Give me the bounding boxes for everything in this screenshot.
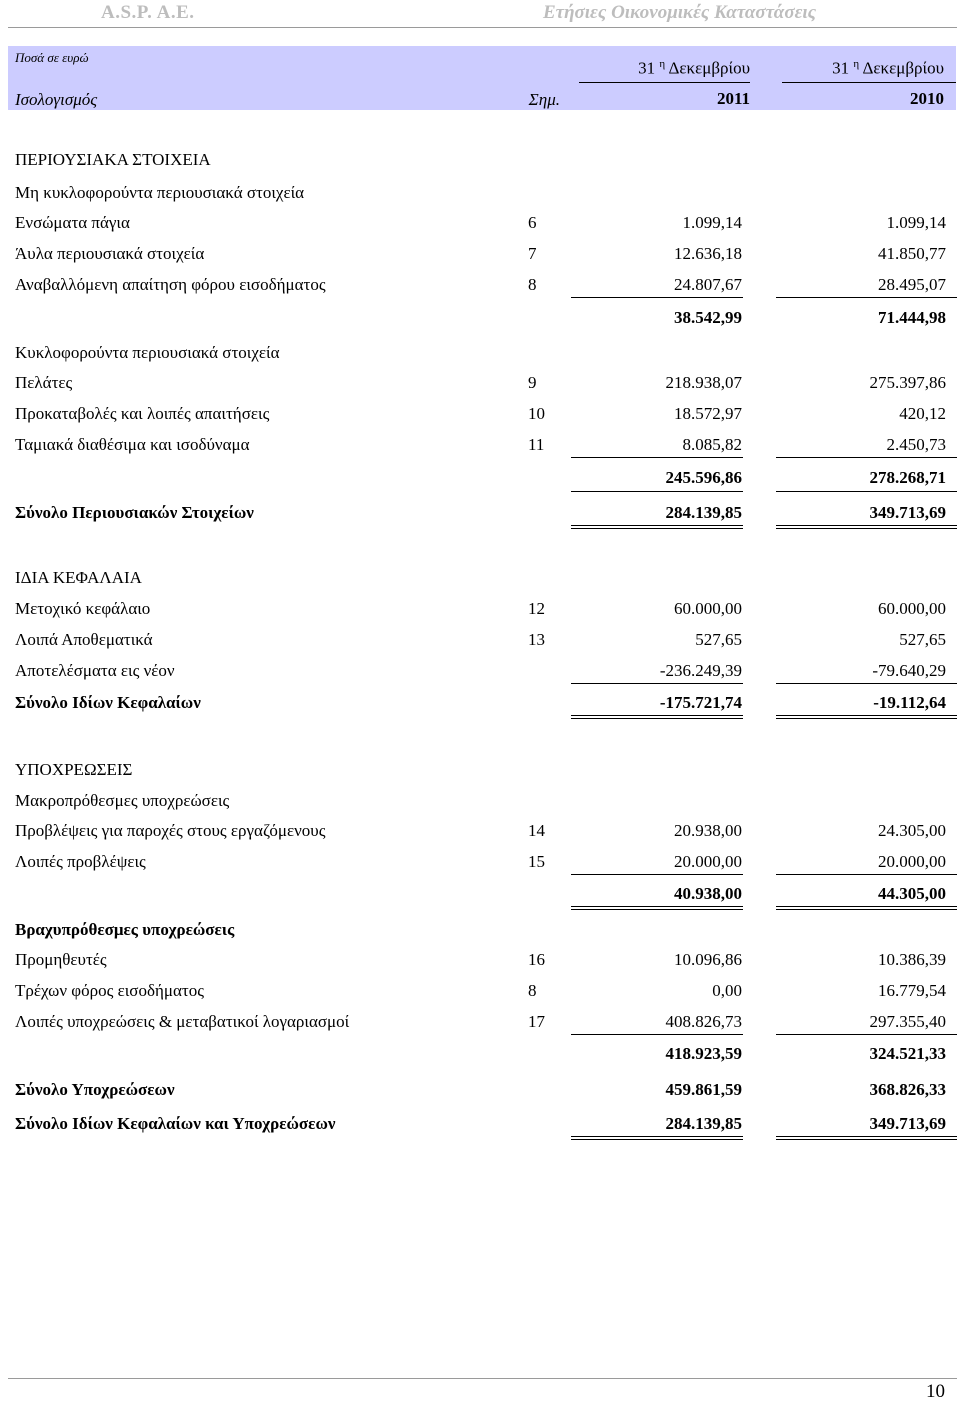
subtotal-double-rule	[776, 906, 957, 907]
subtotal-rule	[571, 874, 743, 875]
total-row-assets: Σύνολο Περιουσιακών Στοιχείων 284.139,85 349.713,69	[15, 503, 946, 522]
subtotal-double-rule	[571, 909, 743, 910]
subtotal-double-rule	[776, 909, 957, 910]
grand-total-double-rule	[571, 1136, 743, 1137]
table-header-band	[8, 46, 956, 110]
table-row: Πελάτες 9 218.938,07 275.397,86	[15, 373, 946, 392]
total-double-rule	[571, 528, 743, 529]
section-heading-liabilities: ΥΠΟΧΡΕΩΣΕΙΣ	[15, 760, 133, 779]
table-row: Αναβαλλόμενη απαίτηση φόρου εισοδήματος 8 24.807,67 28.495,07	[15, 275, 946, 294]
subsection-heading-non-current-assets: Μη κυκλοφορούντα περιουσιακά στοιχεία	[15, 183, 305, 202]
table-row: Προβλέψεις για παροχές στους εργαζόμενους 14 20.938,00 24.305,00	[15, 821, 946, 840]
total-double-rule	[571, 525, 743, 526]
table-row: Τρέχων φόρος εισοδήματος 8 0,00 16.779,54	[15, 981, 946, 1000]
footer-divider	[8, 1378, 957, 1379]
col1-header-underline	[579, 82, 750, 83]
table-row: Λοιπές υποχρεώσεις & μεταβατικοί λογαριασμοί 17 408.826,73 297.355,40	[15, 1012, 946, 1031]
col2-date: 31 $^\eta$ Δεκεμβρίου	[832, 58, 944, 78]
grand-total-double-rule	[776, 1139, 957, 1140]
table-row: Προμηθευτές 16 10.096,86 10.386,39	[15, 950, 946, 969]
total-row-liabilities: Σύνολο Υποχρεώσεων 459.861,59 368.826,33	[15, 1080, 946, 1099]
subtotal-row-current-assets: 245.596,86 278.268,71	[665, 468, 946, 487]
subtotal-rule	[776, 297, 957, 298]
subtotal-rule	[571, 1034, 743, 1035]
col1-year: 2011	[716, 89, 750, 108]
table-row: Λοιπές προβλέψεις 15 20.000,00 20.000,00	[15, 852, 946, 871]
subtotal-rule	[776, 457, 957, 458]
total-double-rule	[776, 715, 957, 716]
note-column-label: Σημ.	[528, 90, 560, 109]
header-divider	[8, 27, 957, 28]
subsection-heading-short-term-liabilities: Βραχυπρόθεσμες υποχρεώσεις	[15, 920, 235, 939]
table-row: Προκαταβολές και λοιπές απαιτήσεις 10 18.572,97 420,12	[15, 404, 946, 423]
section-heading-assets: ΠΕΡΙΟΥΣΙΑΚΑ ΣΤΟΙΧΕΙΑ	[15, 150, 211, 169]
total-double-rule	[776, 525, 957, 526]
total-rule	[776, 491, 957, 492]
table-row: Ενσώματα πάγια 6 1.099,14 1.099,14	[15, 213, 946, 232]
total-rule	[571, 491, 743, 492]
subtotal-rule	[571, 297, 743, 298]
total-row-equity: Σύνολο Ιδίων Κεφαλαίων -175.721,74 -19.112,64	[15, 693, 946, 712]
subtotal-double-rule	[571, 906, 743, 907]
total-double-rule	[776, 528, 957, 529]
grand-total-double-rule	[776, 1136, 957, 1137]
subtotal-row-long-term-liabilities: 40.938,00 44.305,00	[674, 884, 946, 903]
total-double-rule	[571, 715, 743, 716]
subtotal-row-short-term-liabilities: 418.923,59 324.521,33	[665, 1044, 946, 1063]
total-rule	[571, 683, 743, 684]
running-header	[0, 0, 960, 28]
amounts-label: Ποσά σε ευρώ	[15, 50, 89, 65]
subsection-heading-current-assets: Κυκλοφορούντα περιουσιακά στοιχεία	[15, 343, 280, 362]
report-title: Ετήσιες Οικονομικές Καταστάσεις	[543, 2, 817, 23]
table-row: Άυλα περιουσιακά στοιχεία 7 12.636,18 41.850,77	[15, 244, 946, 263]
page-number: 10	[926, 1381, 945, 1402]
subtotal-rule	[776, 1034, 957, 1035]
section-heading-equity: ΙΔΙΑ ΚΕΦΑΛΑΙΑ	[15, 568, 142, 587]
subsection-heading-long-term-liabilities: Μακροπρόθεσμες υποχρεώσεις	[15, 791, 230, 810]
total-rule	[776, 683, 957, 684]
col2-year: 2010	[910, 89, 944, 108]
col2-header-underline	[782, 82, 956, 83]
table-row: Λοιπά Αποθεματικά 13 527,65 527,65	[15, 630, 946, 649]
subtotal-row-non-current-assets: 38.542,99 71.444,98	[674, 308, 946, 327]
grand-total-row: Σύνολο Ιδίων Κεφαλαίων και Υποχρεώσεων 284.139,85 349.713,69	[15, 1114, 946, 1133]
col1-date: 31 $^\eta$ Δεκεμβρίου	[638, 58, 750, 78]
company-name: A.S.P. A.E.	[101, 2, 195, 23]
grand-total-double-rule	[571, 1139, 743, 1140]
total-double-rule	[776, 718, 957, 719]
total-double-rule	[571, 718, 743, 719]
table-row: Αποτελέσματα εις νέον -236.249,39 -79.640,29	[15, 661, 946, 680]
statement-label: Ισολογισμός	[15, 90, 98, 109]
subtotal-rule	[571, 457, 743, 458]
table-row: Ταμιακά διαθέσιμα και ισοδύναμα 11 8.085,82 2.450,73	[15, 435, 946, 454]
table-row: Μετοχικό κεφάλαιο 12 60.000,00 60.000,00	[15, 599, 946, 618]
subtotal-rule	[776, 874, 957, 875]
